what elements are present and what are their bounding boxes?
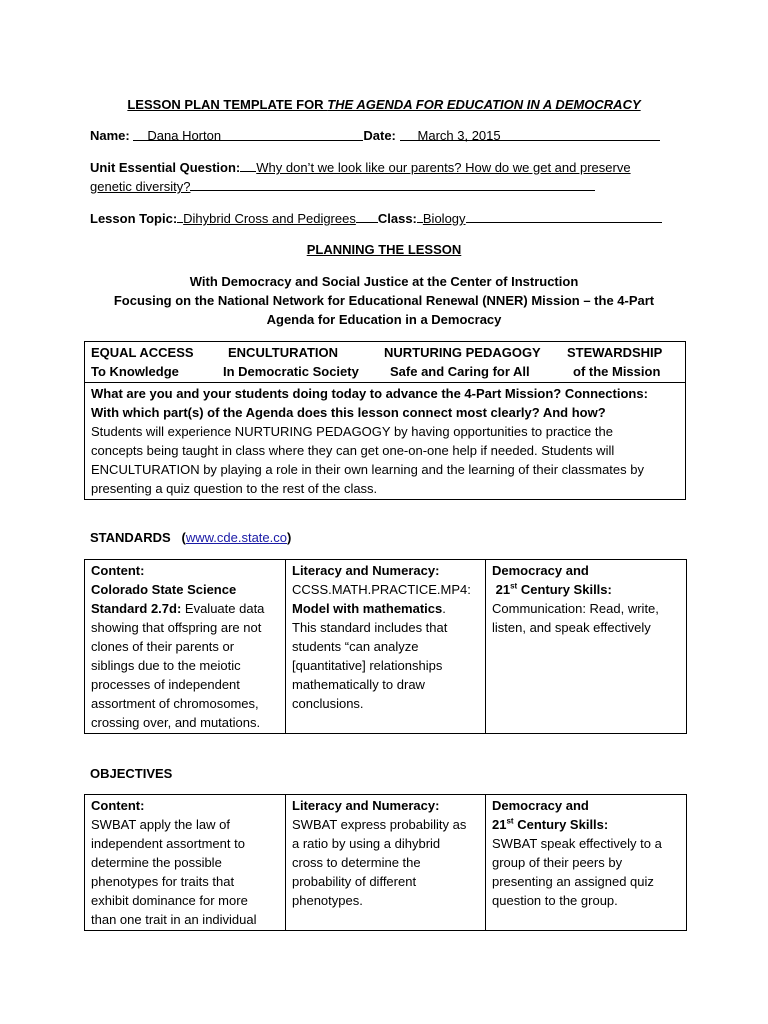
essential-question-row-2 bbox=[90, 176, 680, 196]
mission-table bbox=[84, 341, 686, 500]
standards-link[interactable]: www.cde.state.co bbox=[185, 530, 287, 545]
mission-question-2: With which part(s) of the Agenda does this lesson connect most clearly? And how? bbox=[91, 405, 606, 420]
mission-row-2 bbox=[91, 362, 679, 381]
mission-sub-1: To Knowledge bbox=[91, 364, 179, 379]
class-value[interactable]: Biology bbox=[422, 211, 466, 226]
standards-literacy-label: Literacy and Numeracy: bbox=[292, 563, 440, 578]
date-label: Date: bbox=[363, 128, 396, 143]
standards-content-line: processes of independent bbox=[91, 677, 240, 692]
objectives-literacy-line: phenotypes. bbox=[292, 893, 363, 908]
standards-democracy-line: Communication: Read, write, bbox=[492, 601, 659, 616]
standards-literacy-line: students “can analyze bbox=[292, 639, 419, 654]
class-fill bbox=[466, 208, 662, 223]
standard-code: Standard 2.7d: bbox=[91, 601, 182, 616]
standards-democracy-label: Democracy and bbox=[492, 563, 589, 578]
mission-parts-cell bbox=[85, 342, 686, 383]
objectives-democracy-line: group of their peers by bbox=[492, 855, 623, 870]
topic-class-row bbox=[90, 208, 680, 228]
topic-fill bbox=[356, 208, 378, 223]
standards-democracy-line: listen, and speak effectively bbox=[492, 620, 651, 635]
objectives-heading: OBJECTIVES bbox=[90, 766, 173, 781]
objectives-content-line: than one trait in an individual bbox=[91, 912, 257, 927]
mission-question-1: What are you and your students doing today to advance the 4-Part Mission? Connections: bbox=[91, 386, 648, 401]
standards-row bbox=[85, 560, 687, 734]
objectives-century-skills: 21st Century Skills: bbox=[492, 816, 609, 832]
standards-literacy-model: Model with mathematics. bbox=[292, 601, 446, 616]
mission-part-2: ENCULTURATION bbox=[228, 345, 339, 360]
mission-answer-line: concepts being taught in class where they can get one-on-one help if needed. Students will bbox=[91, 443, 615, 458]
mission-sub-4: of the Mission bbox=[573, 364, 661, 379]
mission-sub-3: Safe and Caring for All bbox=[390, 364, 530, 379]
planning-subtitle-1: With Democracy and Social Justice at the Center of Instruction bbox=[189, 274, 579, 289]
standards-content-label: Content: bbox=[91, 563, 145, 578]
standards-content-line: assortment of chromosomes, bbox=[91, 696, 259, 711]
standards-heading: STANDARDS bbox=[90, 530, 171, 545]
class-label: Class: bbox=[377, 211, 417, 226]
date-value: March 3, 2015 bbox=[417, 128, 501, 143]
name-date-row bbox=[90, 126, 680, 145]
standards-content-line: crossing over, and mutations. bbox=[91, 715, 261, 730]
objectives-democracy-line: presenting an assigned quiz bbox=[492, 874, 654, 889]
objectives-content-line: phenotypes for traits that bbox=[91, 874, 235, 889]
standards-democracy-cell[interactable] bbox=[486, 560, 687, 734]
question-blank bbox=[240, 157, 256, 172]
standards-content-line: Colorado State Science bbox=[91, 582, 237, 597]
objectives-content-line: exhibit dominance for more bbox=[91, 893, 248, 908]
mission-answer-line: ENCULTURATION by playing a role in their own learning and the learning of their classmates by bbox=[91, 462, 644, 477]
standards-content-line: showing that offspring are not bbox=[91, 620, 262, 635]
name-label: Name: bbox=[90, 128, 130, 143]
mission-answer-row bbox=[85, 383, 686, 500]
objectives-literacy-line: a ratio by using a dihybrid bbox=[292, 836, 441, 851]
name-value: Dana Horton bbox=[147, 128, 222, 143]
mission-part-3: NURTURING PEDAGOGY bbox=[384, 345, 541, 360]
mission-sub-2: In Democratic Society bbox=[223, 364, 359, 379]
objectives-literacy-label: Literacy and Numeracy: bbox=[292, 798, 440, 813]
standards-literacy-cell[interactable] bbox=[286, 560, 486, 734]
standards-content-line: clones of their parents or bbox=[91, 639, 235, 654]
planning-subtitle-3: Agenda for Education in a Democracy bbox=[266, 312, 502, 327]
objectives-content-line: SWBAT apply the law of bbox=[91, 817, 230, 832]
question-label: Unit Essential Question: bbox=[90, 160, 241, 175]
mission-answer-cell[interactable] bbox=[85, 383, 686, 500]
standards-literacy-line: [quantitative] relationships bbox=[292, 658, 443, 673]
mission-answer-line: presenting a quiz question to the rest of the class. bbox=[91, 481, 378, 496]
objectives-democracy-label: Democracy and bbox=[492, 798, 589, 813]
objectives-literacy-line: SWBAT express probability as bbox=[292, 817, 467, 832]
title-italic: THE AGENDA FOR EDUCATION IN A DEMOCRACY bbox=[327, 97, 641, 112]
document-title: LESSON PLAN TEMPLATE FOR THE AGENDA FOR EDUCATION IN A DEMOCRACY bbox=[127, 97, 641, 112]
planning-heading: PLANNING THE LESSON bbox=[306, 242, 462, 257]
mission-part-1: EQUAL ACCESS bbox=[91, 345, 194, 360]
objectives-table bbox=[84, 794, 687, 931]
standards-content-line: Standard 2.7d: Evaluate data bbox=[91, 601, 265, 616]
objectives-row bbox=[85, 795, 687, 931]
objectives-democracy-line: SWBAT speak effectively to a bbox=[492, 836, 662, 851]
standards-heading-row: STANDARDS (www.cde.state.co) bbox=[90, 530, 292, 545]
objectives-literacy-line: probability of different bbox=[292, 874, 417, 889]
objectives-content-line: determine the possible bbox=[91, 855, 222, 870]
standards-content-line: siblings due to the meiotic bbox=[91, 658, 241, 673]
objectives-democracy-line: question to the group. bbox=[492, 893, 618, 908]
mission-part-4: STEWARDSHIP bbox=[567, 345, 663, 360]
standards-century-skills: 21st Century Skills: bbox=[495, 581, 612, 597]
standards-literacy-code: CCSS.MATH.PRACTICE.MP4: bbox=[292, 582, 471, 597]
essential-question-row bbox=[90, 157, 680, 177]
question-line-2[interactable]: genetic diversity? bbox=[90, 179, 191, 194]
topic-value[interactable]: Dihybrid Cross and Pedigrees bbox=[183, 211, 356, 226]
date-field[interactable] bbox=[400, 126, 660, 141]
objectives-content-cell[interactable] bbox=[85, 795, 286, 931]
standards-table bbox=[84, 559, 687, 734]
standards-literacy-line: This standard includes that bbox=[292, 620, 448, 635]
standards-content-cell[interactable] bbox=[85, 560, 286, 734]
objectives-literacy-line: cross to determine the bbox=[292, 855, 421, 870]
topic-label: Lesson Topic: bbox=[90, 211, 178, 226]
objectives-democracy-cell[interactable] bbox=[486, 795, 687, 931]
question-fill bbox=[190, 176, 595, 191]
name-field[interactable] bbox=[133, 126, 363, 141]
planning-subtitle-2: Focusing on the National Network for Educational Renewal (NNER) Mission – the 4-Part bbox=[113, 293, 655, 308]
objectives-literacy-cell[interactable] bbox=[286, 795, 486, 931]
mission-header-row bbox=[85, 342, 686, 383]
objectives-content-line: independent assortment to bbox=[91, 836, 245, 851]
standards-literacy-line: mathematically to draw bbox=[292, 677, 425, 692]
question-line-1[interactable]: Why don’t we look like our parents? How do we get and preserve bbox=[256, 160, 631, 175]
mission-row-1 bbox=[91, 343, 679, 362]
objectives-content-label: Content: bbox=[91, 798, 145, 813]
mission-answer-line: Students will experience NURTURING PEDAGOGY by having opportunities to practice the bbox=[91, 424, 613, 439]
standards-literacy-line: conclusions. bbox=[292, 696, 364, 711]
